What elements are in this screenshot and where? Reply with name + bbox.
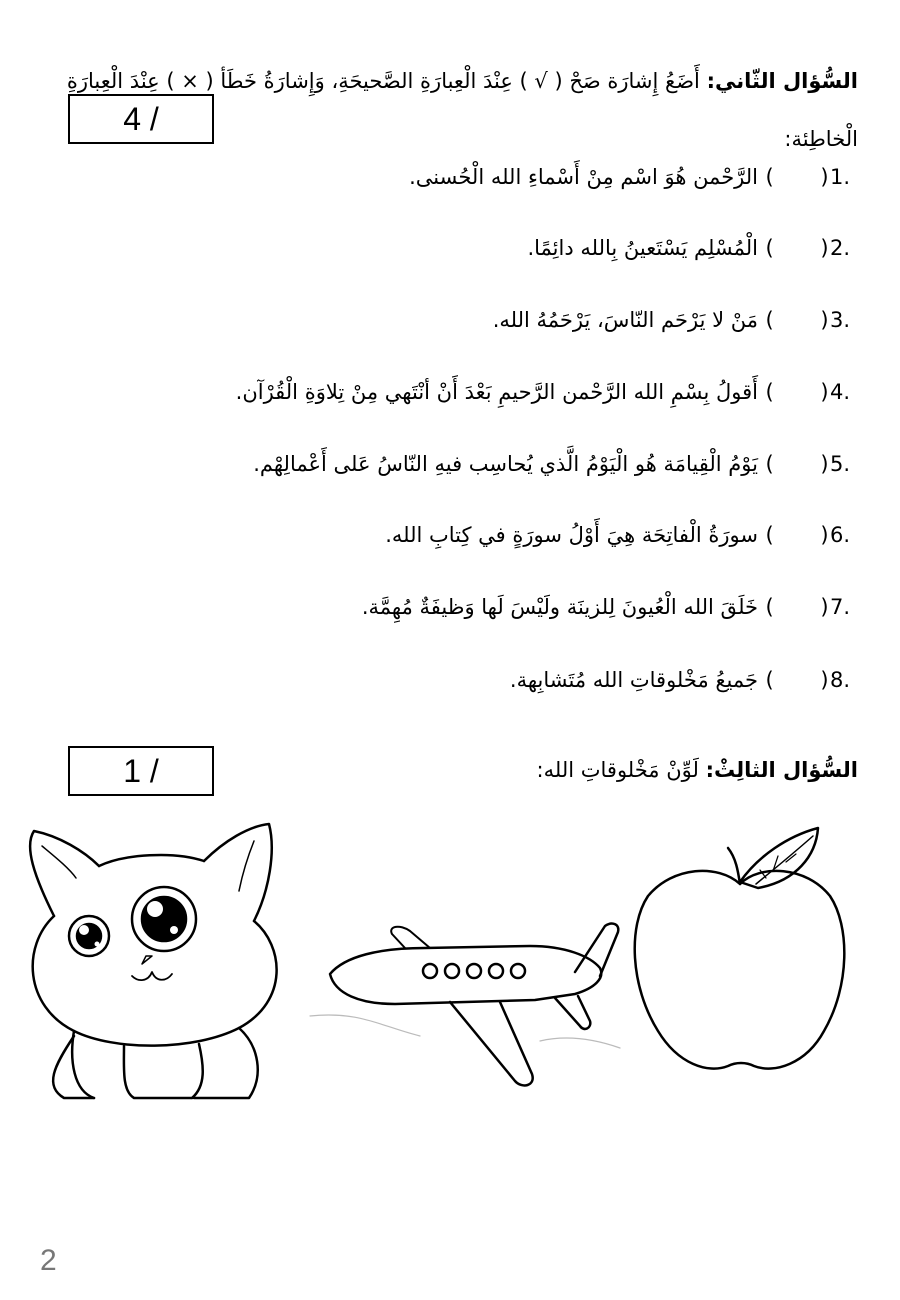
answer-blank[interactable]: ( ) (765, 523, 829, 547)
item-statement: سورَةُ الْفاتِحَة هِيَ أَوْلُ سورَةٍ في كِتابِ الله. (385, 523, 758, 547)
item-statement: مَنْ لا يَرْحَم النّاسَ، يَرْحَمُهُ الله. (492, 308, 758, 332)
answer-blank[interactable]: ( ) (765, 236, 829, 260)
answer-blank[interactable]: ( ) (765, 452, 829, 476)
item-statement: جَميعُ مَخْلوقاتِ الله مُتَشابِهة. (509, 668, 758, 692)
item-number: 6. (830, 523, 851, 547)
item-number: 7. (830, 595, 851, 619)
answer-blank[interactable]: ( ) (765, 668, 829, 692)
list-item (78, 444, 858, 484)
question3-header (258, 758, 858, 782)
airplane-icon[interactable] (300, 876, 626, 1104)
item-number: 4. (830, 380, 851, 404)
question3-instruction: لَوِّنْ مَخْلوقاتِ الله: (536, 758, 699, 782)
item-number: 1. (830, 165, 851, 189)
item-statement: يَوْمُ الْقِيامَة هُو الْيَوْمُ الَّذي يُحاسِب فيهِ النّاسُ عَلى أَعْمالِهْم. (253, 452, 758, 476)
question3-score-box (68, 746, 214, 796)
question2-instruction: أَضَعُ إِشارَة صَحْ ( √ ) عِنْدَ الْعِبارَةِ الصَّحيحَةِ، وَإِشارَةُ خَطَأ ( × ) عِنْدَ الْعِبارَةِ الْخاطِئة: (66, 69, 858, 151)
answer-blank[interactable]: ( ) (765, 308, 829, 332)
item-statement: أَقولُ بِسْمِ الله الرَّحْمن الرَّحيمِ بَعْدَ أَنْ أنْتَهي مِنْ تِلاوَةِ الْقُرْآن. (235, 380, 758, 404)
item-number: 5. (830, 452, 851, 476)
item-statement: الْمُسْلِم يَسْتَعينُ بِالله دائِمًا. (527, 236, 758, 260)
question2-title: السُّؤال الثّاني: (706, 69, 858, 93)
item-number: 3. (830, 308, 851, 332)
question3-score: 1 / (123, 752, 159, 789)
list-item (78, 228, 858, 268)
question2-score-box (68, 94, 214, 144)
page-number: 2 (40, 1244, 57, 1277)
list-item (78, 587, 858, 627)
list-item (78, 660, 858, 700)
list-item (78, 300, 858, 340)
list-item (78, 515, 858, 555)
answer-blank[interactable]: ( ) (765, 380, 829, 404)
list-item (78, 157, 858, 197)
answer-blank[interactable]: ( ) (765, 595, 829, 619)
list-item (78, 372, 858, 412)
cat-icon[interactable] (14, 806, 292, 1106)
item-number: 2. (830, 236, 851, 260)
item-statement: خَلَقَ الله الْعُيونَ لِلزينَة ولَيْسَ لَها وَظيفَةٌ مُهِمَّة. (361, 595, 758, 619)
item-statement: الرَّحْمن هُوَ اسْم مِنْ أَسْماءِ الله الْحُسنى. (409, 165, 758, 189)
question2-score: 4 / (123, 100, 159, 137)
apple-icon[interactable] (628, 826, 854, 1076)
question3-title: السُّؤال الثالِثْ: (705, 758, 858, 782)
answer-blank[interactable]: ( ) (765, 165, 829, 189)
item-number: 8. (830, 668, 851, 692)
